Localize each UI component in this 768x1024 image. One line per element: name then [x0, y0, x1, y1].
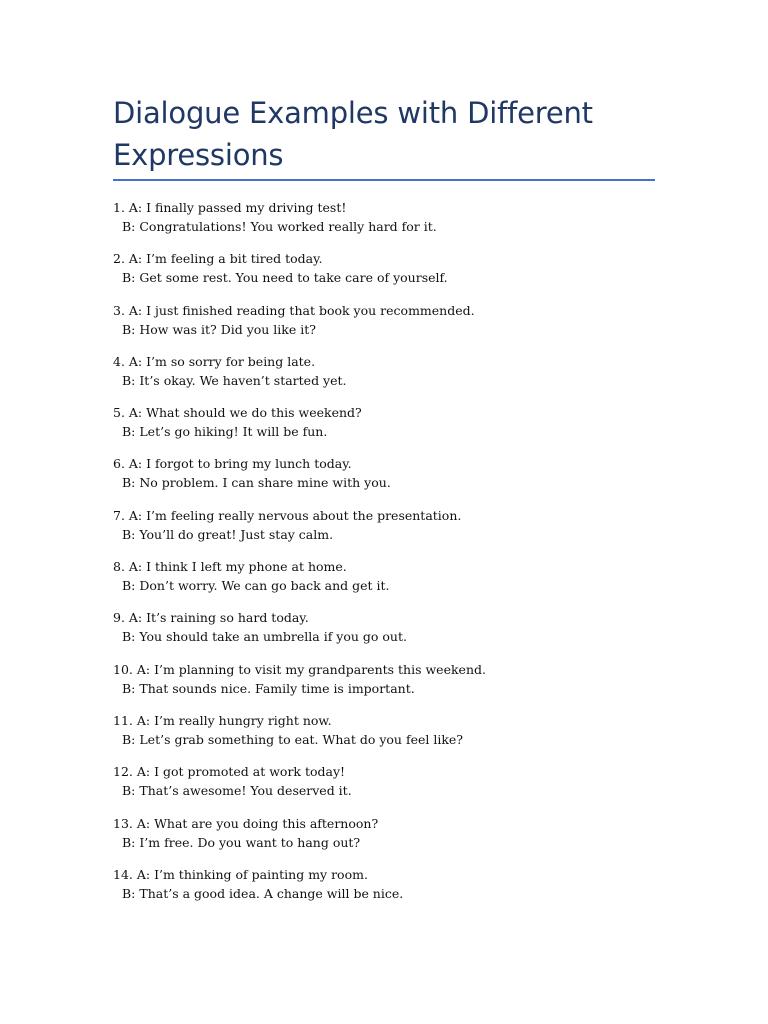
dialogue-item: [113, 660, 655, 698]
speaker-a-line: 6. A: I forgot to bring my lunch today.: [113, 456, 352, 472]
speaker-a-line: 8. A: I think I left my phone at home.: [113, 559, 347, 575]
document-page: [113, 92, 655, 916]
speaker-b-line: B: You should take an umbrella if you go out.: [122, 629, 407, 645]
dialogue-item: [113, 762, 655, 800]
speaker-b-line: B: That’s a good idea. A change will be nice.: [122, 885, 404, 901]
speaker-b-line: B: That sounds nice. Family time is important.: [122, 680, 415, 696]
speaker-b-line: B: Get some rest. You need to take care of yourself.: [122, 270, 448, 286]
speaker-a-line: 9. A: It’s raining so hard today.: [113, 610, 309, 626]
dialogue-item: [113, 506, 655, 544]
speaker-a-line: 13. A: What are you doing this afternoon?: [113, 815, 379, 831]
speaker-b-line: B: No problem. I can share mine with you.: [122, 475, 391, 491]
dialogue-item: [113, 865, 655, 903]
speaker-a-line: 12. A: I got promoted at work today!: [113, 764, 346, 780]
speaker-a-line: 7. A: I’m feeling really nervous about the presentation.: [113, 507, 462, 523]
speaker-a-line: 4. A: I’m so sorry for being late.: [113, 353, 316, 369]
speaker-b-line: B: I’m free. Do you want to hang out?: [122, 834, 361, 850]
speaker-b-line: B: Let’s go hiking! It will be fun.: [122, 424, 328, 440]
speaker-a-line: 11. A: I’m really hungry right now.: [113, 712, 332, 728]
speaker-b-line: B: Don’t worry. We can go back and get it.: [122, 578, 390, 594]
dialogue-item: [113, 608, 655, 646]
dialogue-item: [113, 814, 655, 852]
dialogue-item: [113, 454, 655, 492]
speaker-b-line: B: You’ll do great! Just stay calm.: [122, 526, 334, 542]
dialogue-item: [113, 249, 655, 287]
document-title: Dialogue Examples with Different Expressions: [113, 96, 593, 172]
dialogue-list: [113, 198, 655, 903]
dialogue-item: [113, 403, 655, 441]
dialogue-item: [113, 711, 655, 749]
dialogue-item: [113, 352, 655, 390]
speaker-a-line: 3. A: I just finished reading that book you recommended.: [113, 302, 475, 318]
speaker-b-line: B: Let’s grab something to eat. What do you feel like?: [122, 731, 464, 747]
speaker-a-line: 10. A: I’m planning to visit my grandparents this weekend.: [113, 661, 486, 677]
dialogue-item: [113, 557, 655, 595]
speaker-b-line: B: Congratulations! You worked really hard for it.: [122, 219, 437, 234]
speaker-a-line: 2. A: I’m feeling a bit tired today.: [113, 251, 323, 267]
speaker-a-line: 14. A: I’m thinking of painting my room.: [113, 866, 368, 882]
speaker-a-line: 5. A: What should we do this weekend?: [113, 405, 362, 421]
dialogue-item: [113, 198, 655, 236]
speaker-b-line: B: How was it? Did you like it?: [122, 321, 316, 337]
speaker-b-line: B: It’s okay. We haven’t started yet.: [122, 372, 347, 388]
speaker-b-line: B: That’s awesome! You deserved it.: [122, 783, 352, 799]
dialogue-item: [113, 301, 655, 339]
speaker-a-line: 1. A: I finally passed my driving test!: [113, 200, 347, 215]
title-underline: [113, 179, 655, 181]
